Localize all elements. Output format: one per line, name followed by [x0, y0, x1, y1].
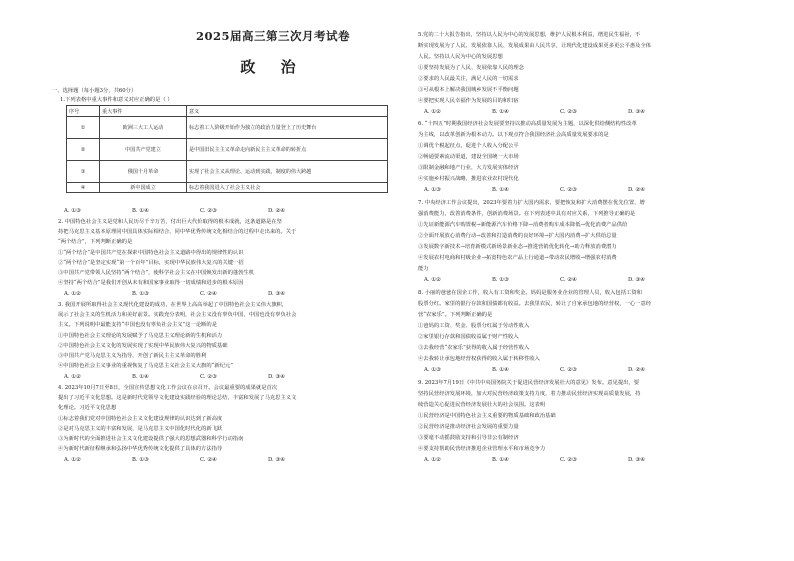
subject-title: 政 治	[240, 58, 306, 76]
q3-line: 展示了社会主义的生机活力和美好前景。实践充分表明，社会主义没有辜负中国，中国也没有辜负社会	[58, 312, 297, 318]
q3-line: ②中国特色社会主义文化的发展实现了实现中华民族伟大复兴的物质基础	[58, 343, 228, 349]
table-cell: 标志着工人阶级开始作为独立的政治力量登上了历史舞台	[187, 117, 388, 139]
option: A. ①③	[424, 367, 441, 373]
section-heading: 一、选择题（每小题3分，共60分）	[52, 88, 137, 94]
q5-line: ④要把实现人民幸福作为发展的目的和归宿	[418, 98, 519, 104]
q4-line: ④为新时代新征程继承和弘扬中华优秀传统文化提供了具体的方法指导	[58, 446, 223, 452]
table-cell: 俄国十月革命	[100, 161, 187, 183]
table-header: 意义	[187, 106, 388, 117]
option: C. ②③	[560, 457, 577, 463]
q8-line: 营“农家乐”。下列判断正确的是	[418, 312, 493, 318]
events-table	[66, 105, 388, 193]
table-cell: 标志着我国进入了社会主义社会	[187, 183, 388, 193]
q4-line: ③为新时代的全面推进社会主义文化建设提供了强大的思想武器和科学行动指南	[58, 436, 244, 442]
table-header: 序号	[67, 106, 100, 117]
q7-line: 7. 中央经济工作会议提出，2023年要着力扩大国内需求，要把恢复和扩大消费摆在优先位置，增	[418, 200, 645, 206]
q6-line: ②畅通要素流动渠道，建设全国统一大市场	[418, 154, 519, 160]
q8-line: ③去我经营“农家乐”获得的收入属于经营性收入	[418, 345, 530, 351]
option: A. ①②	[64, 374, 81, 380]
q7-line: 能力	[418, 266, 429, 272]
q6-line: ④实施乡村振兴战略，推进农业农村现代化	[418, 176, 519, 182]
q6-line: ③限制金融和地产行业，大力发展实体经济	[418, 165, 519, 171]
option: A. ①③	[424, 187, 441, 193]
option: D. ②④	[268, 208, 285, 214]
table-cell: ③	[67, 161, 100, 183]
q2-line: ②“两个结合”是坚定实现“第一个百年”目标，实现中华民族伟大复兴的关键一招	[58, 260, 244, 266]
q3-line: ③中国共产党马克思主义为指导，开创了新民主主义革命的胜利	[58, 353, 207, 359]
option: B. ①④	[492, 457, 509, 463]
option: D. ③④	[268, 374, 285, 380]
option: B. ①④	[132, 208, 149, 214]
q4-line: 化理论。习近平文化思想	[58, 405, 117, 411]
q4-line: 提出了习近平文化思想。这是新时代党领导文化建设实践经验的理论总结，丰富和发展了马克思主义文	[58, 395, 297, 401]
q2-line: ③中国共产党带领人民坚持“两个结合”，使科学社会主义在中国焕发出新的蓬勃生机	[58, 270, 255, 276]
q6-line: ①调优个税起征点，促进个人收入分配公平	[418, 143, 519, 149]
q9-line: ④要支持帮助民营经济推进企业管理水平和市场竞争力	[418, 446, 546, 452]
q4-options	[64, 457, 336, 463]
q5-line: ②要求的人民最关注，满足人民的一切需求	[418, 76, 519, 82]
option: A. ①②	[424, 457, 441, 463]
q9-options	[424, 457, 696, 463]
q8-line: ④去我转让承包地经营权获得的收入属于转移性收入	[418, 356, 540, 362]
option: D. ③④	[268, 291, 285, 297]
q6-line: 为主线，以改革创新为根本动力。以下观点符合我国经济社会高质量发展要求的是	[418, 132, 609, 138]
q3-line: 3. 我国开展所取得社会主义现代化建设的成功，在世界上高高举起了中国特色社会主义伟大旗帜，	[58, 302, 288, 308]
q3-line: ①中国特色社会主义理论的发展赋予了马克思主义理论新的生机和活力	[58, 333, 223, 339]
q3-line: 主义。下列说明中最能支持“中国也没有辜负社会主义”这一论断的是	[58, 322, 218, 328]
option: D. ③④	[628, 109, 645, 115]
table-header: 重大事件	[100, 106, 187, 117]
option: C. ②④	[200, 291, 217, 297]
q8-line: 8. 小丽的爸爸在国企工作，收入有工资和奖金。妈妈是服务业企业的管理人员，收入包括工资和	[418, 290, 642, 296]
q4-line: ①标志着我们党对中国特色社会主义文化建设规律的认识达到了新高度	[58, 416, 223, 422]
table-cell: 欧洲三大工人运动	[100, 117, 187, 139]
q5-line: 人民。坚持以人民为中心的发展思想	[418, 54, 503, 60]
q8-line: ②家里银行存款和国债收益属于财产性收入	[418, 334, 519, 340]
option: B. ①④	[132, 374, 149, 380]
q7-line: ④发展农村电商和村级企业→拓宽特色农产品上行通道→带动农民增收→增强农村消费	[418, 255, 617, 261]
option: B. ①④	[492, 109, 509, 115]
q9-line: ②民营经济是推动经济社会发展的重要力量	[418, 424, 519, 430]
option: C. ②④	[560, 277, 577, 283]
table-cell: ①	[67, 117, 100, 139]
q2-options	[64, 291, 336, 297]
table-cell: 新中国成立	[100, 183, 187, 193]
q7-line: 强消费能力，改善消费条件，创新消费场景。在下列表述中具有对应关系，下列推导正确的是	[418, 211, 636, 217]
option: A. ①②	[424, 277, 441, 283]
table-row	[67, 183, 388, 193]
q7-line: ①先证新能源汽车购置税→新能源汽车价格下降→消费者购车成本降低→优化消费产品供给	[418, 222, 628, 228]
option: D. ③④	[628, 457, 645, 463]
q5-options	[424, 109, 696, 115]
q5-line: ①要坚持发展为了人民、发展依靠人民的理念	[418, 65, 524, 71]
option: A. ①②	[64, 291, 81, 297]
table-cell: 实现了社会主义从理论、运动到实践，制度的伟大跨越	[187, 161, 388, 183]
option: C. ②③	[200, 208, 217, 214]
option: C. ②④	[200, 457, 217, 463]
q2-line: “两个结合”，下列判断正确的是	[58, 239, 133, 245]
table-cell: ②	[67, 139, 100, 161]
table-row	[67, 117, 388, 139]
table-header-row	[67, 106, 388, 117]
q9-line: 9. 2023年7月19日《中共中央国务院关于促进民营经济发展壮大的意见》发布。意见提出，要	[418, 380, 640, 386]
q6-line: 6. “十四五”时期我国经济社会发展要坚持以推动高质量发展为主题，以深化供给侧结构性改革	[418, 121, 637, 127]
option: B. ①③	[132, 291, 149, 297]
table-row	[67, 161, 388, 183]
option: A. ①②	[64, 457, 81, 463]
option: A. ①③	[64, 208, 81, 214]
option: D. ③④	[628, 277, 645, 283]
q2-line: ④坚持“两个结合”是我们开创从未有和国家事业取得一切成绩和进步的根本原因	[58, 280, 244, 286]
option: D. ②④	[628, 187, 645, 193]
table-cell: 中国共产党建立	[100, 139, 187, 161]
option: C. ②③	[200, 374, 217, 380]
q8-options	[424, 367, 696, 373]
option: C. ②③	[560, 367, 577, 373]
q1-stem: 1.下列表格中重大事件和意义对应正确的是（ ）	[60, 97, 173, 103]
q2-line: 持把马克思主义基本原理同中国具体实际相结合、同中华优秀传统文化相结合的过程中走出来的。关于	[58, 229, 297, 235]
option: B. ①④	[492, 367, 509, 373]
table-row	[67, 139, 388, 161]
option: D. ③④	[268, 457, 285, 463]
q7-options	[424, 277, 696, 283]
q8-line: ①爸妈的工资、奖金、股票分红属于劳动性收入	[418, 323, 530, 329]
q2-line: ①“两个结合”是中国共产党在探索中国特色社会主义道路中得出的规律性的认识	[58, 250, 244, 256]
q3-line: ④中国特色社会主义事业的重视恢复了马克思主义社会主义大旗的“新纪元”	[58, 363, 233, 369]
q3-options	[64, 374, 336, 380]
q9-line: 续营造关心促进民营经济发展壮大的社会氛围。这表明	[418, 402, 546, 408]
q9-line: ①民营经济是中国特色社会主义重要的物质基础和政治基础	[418, 413, 556, 419]
q5-line: 断实现发展为了人民、发展依靠人民、发展成果由人民共享，让现代化建设成果更多更公平惠及全体	[418, 43, 652, 49]
option: B. ①③	[492, 277, 509, 283]
table-cell: ④	[67, 183, 100, 193]
q7-line: ②全面开展放心消费行动→改善和打造消费的良好环境→扩大国内消费→扩大供给总量	[418, 233, 617, 239]
option: D. ②④	[628, 367, 645, 373]
table-cell: 是中国旧民主主义革命走向新民主主义革命的转折点	[187, 139, 388, 161]
q5-line: 5.党的二十大报告指出，坚持以人民为中心的发展思想，维护人民根本利益，增进民生福祉，不	[418, 32, 641, 38]
option: C. ②③	[560, 109, 577, 115]
q9-line: 坚持民营经济发展环境，加大对民营经济政策支持力度，着力推动民营经济实现高质量发展，持	[418, 391, 641, 397]
q8-line: 股票分红。家里的银行存款和国债都有收益。去我里农民，转让了自家承包地的经营权，一心一意经	[418, 301, 652, 307]
option: C. ②③	[560, 187, 577, 193]
q4-line: 4. 2023年10月7日至8日，全国宣传思想文化工作会议在京召开。会议最重要的成果就是首次	[58, 385, 278, 391]
q7-line: ③发展数字新技术→培育新模式新场景新业态→推进营销优化转化→助力释放消费潜力	[418, 244, 617, 250]
q4-line: ②是对马克思主义的丰富和发展，是马克思主义中国化时代化的新飞跃	[58, 426, 223, 432]
q2-line: 2. 中国特色社会主义是党和人民历尽千辛万苦，付出巨大代价取得的根本成就，这条道路是在坚	[58, 219, 282, 225]
q5-line: ③可从根本上解决我国城乡发展不平衡问题	[418, 87, 519, 93]
option: A. ①②	[424, 109, 441, 115]
option: B. ①③	[132, 457, 149, 463]
q6-options	[424, 187, 696, 193]
q9-line: ③要毫不动摇鼓励支持和引导非公有制经济	[418, 435, 519, 441]
q1-options	[64, 208, 336, 214]
exam-title: 2025届高三第三次月考试卷	[195, 29, 350, 43]
option: B. ①④	[492, 187, 509, 193]
